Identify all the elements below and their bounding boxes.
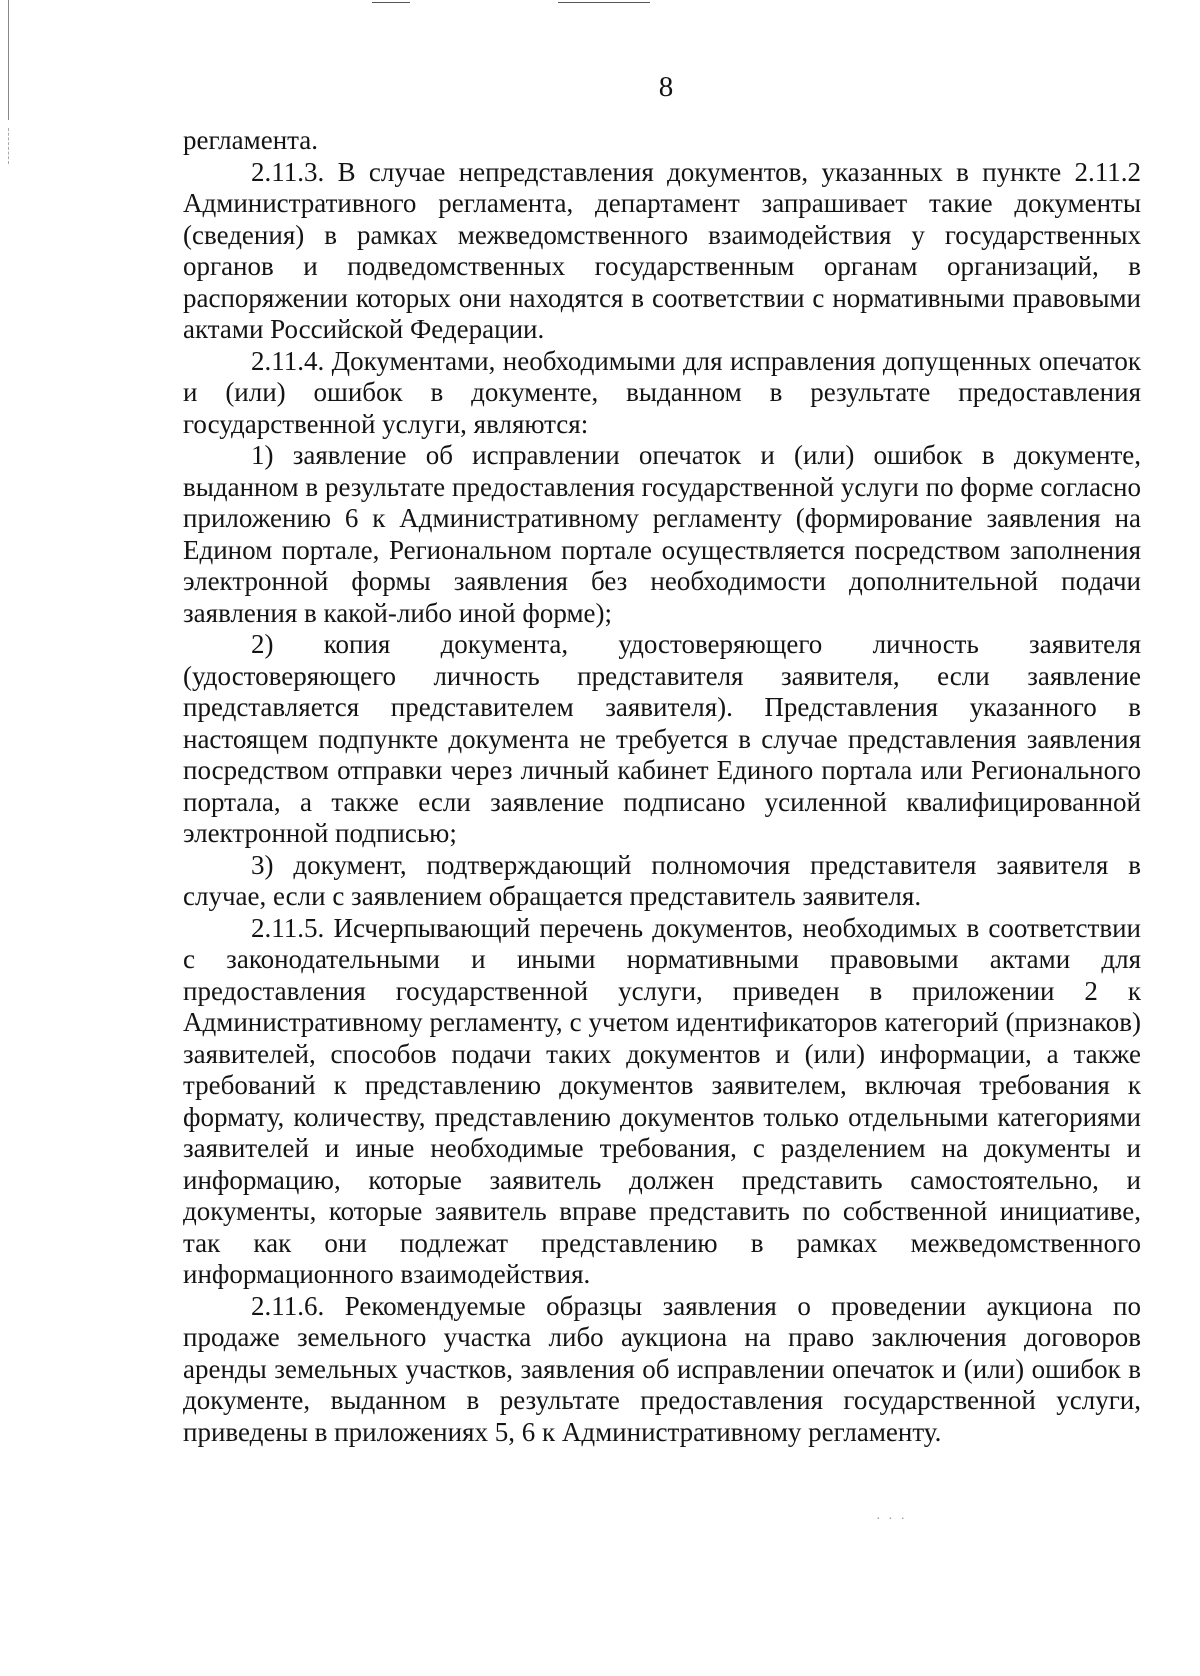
paragraph-continuation: регламента. xyxy=(183,125,319,155)
paragraph-2-11-4: 2.11.4. Документами, необходимыми для исправления допущенных опечаток и (или) ошибок в документе, выданном в результате предоставления государственной услуги, являются: xyxy=(183,345,1141,439)
list-item-1: 1) заявление об исправлении опечаток и (или) ошибок в документе, выданном в результате предоставления государственной услуги по форме согласно приложению 6 к Административному регламенту (формирование заявления на Едином портале, Региональном портале осуществляется посредством заполнения электронной формы заявления без необходимости дополнительной подачи заявления в какой-либо иной форме); xyxy=(183,440,1141,628)
paragraph-2-11-6: 2.11.6. Рекомендуемые образцы заявления о проведении аукциона по продаже земельного участка либо аукциона на право заключения договоров аренды земельных участков, заявления об исправлении опечаток и (или) ошибок в документе, выданном в результате предоставления государственной услуги, приведены в приложениях 5, 6 к Административному регламенту. xyxy=(183,1290,1141,1447)
scan-mark-top-left xyxy=(372,2,410,3)
scan-artifact-dots: · · · xyxy=(876,1512,907,1527)
paragraph-2-11-5: 2.11.5. Исчерпывающий перечень документов, необходимых в соответствии с законодательными и иными нормативными правовыми актами для предоставления государственной услуги, приведен в приложении 2 к Административному регламенту, с учетом идентификаторов категорий (признаков) заявителей, способов подачи таких документов и (или) информации, а также требований к представлению документов заявителем, включая требования к формату, количеству, представлению документов только отдельными категориями заявителей и иные необходимые требования, с разделением на документы и информацию, которые заявитель должен представить самостоятельно, и документы, которые заявитель вправе представить по собственной инициативе, так как они подлежат представлению в рамках межведомственного информационного взаимодействия. xyxy=(183,912,1141,1289)
list-item-2: 2) копия документа, удостоверяющего личность заявителя (удостоверяющего личность представителя заявителя, если заявление представляется представителем заявителя). Представления указанного в настоящем подпункте документа не требуется в случае представления заявления посредством отправки через личный кабинет Единого портала или Регионального портала, а также если заявление подписано усиленной квалифицированной электронной подписью; xyxy=(183,629,1141,848)
document-body xyxy=(183,125,1141,1448)
paragraph-2-11-3: 2.11.3. В случае непредставления документов, указанных в пункте 2.11.2 Административного регламента, департамент запрашивает такие документы (сведения) в рамках межведомственного взаимодействия у государственных органов и подведомственных государственным органам организаций, в распоряжении которых они находятся в соответствии с нормативными правовыми актами Российской Федерации. xyxy=(183,156,1141,344)
scan-margin-dash xyxy=(8,128,9,164)
scan-mark-top-right xyxy=(558,2,650,3)
list-item-3: 3) документ, подтверждающий полномочия представителя заявителя в случае, если с заявлением обращается представитель заявителя. xyxy=(183,849,1141,911)
page-number: 8 xyxy=(658,71,674,103)
